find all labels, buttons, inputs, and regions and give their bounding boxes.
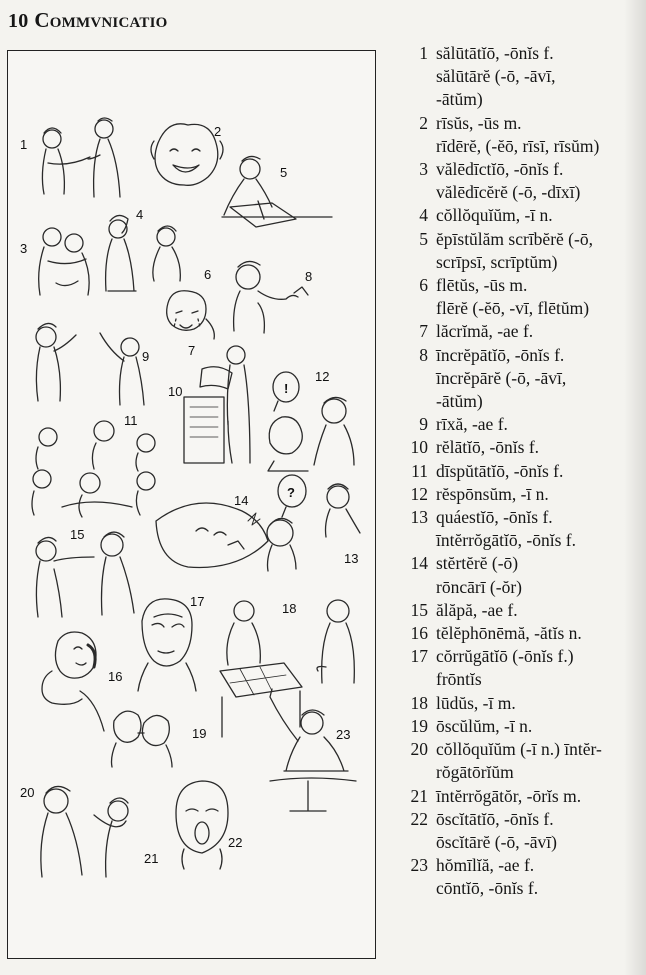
sketch-greeting xyxy=(42,118,120,197)
illustration-sketches xyxy=(8,51,375,958)
fig-label-16: 16 xyxy=(108,669,123,684)
vocab-entry xyxy=(400,320,644,343)
vocab-entry xyxy=(400,808,644,854)
vocab-entry xyxy=(400,645,644,691)
vocab-entry xyxy=(400,436,644,459)
fig-label-13: 13 xyxy=(344,551,359,566)
vocab-entry-number: 6 xyxy=(419,275,428,296)
vocab-entry-number: 14 xyxy=(410,553,428,574)
vocab-entry xyxy=(400,460,644,483)
vocab-line: vălēdīctĭō, -ōnĭs f. xyxy=(436,159,564,180)
vocab-line: tĕlĕphōnēmă, -ătĭs n. xyxy=(436,623,582,644)
vocab-line: cōntĭō, -ōnĭs f. xyxy=(436,878,539,899)
sketch-sermon xyxy=(270,689,356,811)
vocab-entry xyxy=(400,715,644,738)
fig-label-4: 4 xyxy=(136,207,144,222)
fig-label-6: 6 xyxy=(204,267,212,282)
vocab-entry xyxy=(400,854,644,900)
fig-label-2: 2 xyxy=(214,124,222,139)
vocab-line: rŏgātōrĭŭm xyxy=(436,762,514,783)
vocab-entry-number: 7 xyxy=(419,321,428,342)
vocab-line: rĕlātĭō, -ōnĭs f. xyxy=(436,437,540,458)
vocab-entry-text xyxy=(436,738,644,784)
fig-label-19: 19 xyxy=(192,726,207,741)
fig-label-7: 7 xyxy=(188,343,196,358)
vocab-entry-number: 15 xyxy=(410,599,428,620)
sketch-report xyxy=(184,346,250,463)
sketch-quarrel xyxy=(36,323,144,405)
sketch-farewell xyxy=(39,228,89,295)
vocab-line: -ātŭm) xyxy=(436,391,483,412)
vocab-line: ĕpīstŭlăm scrībĕrĕ (-ō, xyxy=(436,228,593,249)
vocab-line: scrīpsī, scrīptŭm) xyxy=(436,251,558,272)
sketch-snoring xyxy=(156,503,268,567)
vocab-entry-text xyxy=(436,506,644,552)
vocab-entry xyxy=(400,112,644,158)
vocab-entry-number: 17 xyxy=(410,646,428,667)
vocab-entry-text xyxy=(436,112,644,158)
vocab-entry-number: 16 xyxy=(410,623,428,644)
vocab-line: frōntĭs xyxy=(436,669,482,690)
fig-label-14: 14 xyxy=(234,493,249,508)
vocab-line: ălăpă, -ae f. xyxy=(436,599,518,620)
vocab-line: dīspŭtātĭō, -ōnĭs f. xyxy=(436,460,564,481)
question-mark: ? xyxy=(287,485,295,500)
fig-label-21: 21 xyxy=(144,851,159,866)
vocab-line: īntĕrrŏgātĭō, -ōnĭs f. xyxy=(436,530,576,551)
illustration-panel xyxy=(7,50,376,959)
vocab-entry-number: 21 xyxy=(410,785,428,806)
fig-label-11: 11 xyxy=(124,413,138,428)
vocab-entry-text xyxy=(436,274,644,320)
vocab-entry xyxy=(400,413,644,436)
vocab-entry-text xyxy=(436,599,644,622)
page-header xyxy=(8,8,168,33)
vocab-entry xyxy=(400,785,644,808)
vocab-entry xyxy=(400,506,644,552)
fig-label-1: 1 xyxy=(20,137,28,152)
vocab-entry-text xyxy=(436,645,644,691)
vocab-line: vălēdīcĕrĕ (-ō, -dīxī) xyxy=(436,182,581,203)
vocab-line: lūdŭs, -ī m. xyxy=(436,692,516,713)
vocab-entry xyxy=(400,599,644,622)
vocab-line: rĕspōnsŭm, -ī n. xyxy=(436,483,549,504)
vocab-entry-number: 13 xyxy=(410,507,428,528)
sketch-scolding xyxy=(234,261,308,333)
vocab-entry-number: 10 xyxy=(410,437,428,458)
sketch-crying xyxy=(167,291,215,339)
vocab-entry-number: 3 xyxy=(419,159,428,180)
vocab-line: ōscĭtārĕ (-ō, -āvī) xyxy=(436,831,557,852)
sketch-frowning xyxy=(138,599,196,691)
vocab-line: rīxă, -ae f. xyxy=(436,414,508,435)
vocab-line: rīdērĕ, (-ĕō, rīsī, rīsŭm) xyxy=(436,135,600,156)
vocab-entry xyxy=(400,483,644,506)
fig-label-15: 15 xyxy=(70,527,85,542)
fig-label-18: 18 xyxy=(282,601,297,616)
vocab-line: stĕrtĕrĕ (-ō) xyxy=(436,553,519,574)
vocab-entry-text xyxy=(436,320,644,343)
fig-label-17: 17 xyxy=(190,594,205,609)
sketch-slap xyxy=(36,532,134,617)
vocab-line: sălūtātĭō, -ōnĭs f. xyxy=(436,43,554,63)
vocab-entry-text xyxy=(436,436,644,459)
sketch-answer xyxy=(268,372,354,471)
vocab-line: cŏllŏquĭŭm (-ī n.) īntĕr- xyxy=(436,739,602,760)
vocab-entry xyxy=(400,228,644,274)
vocab-entry-number: 2 xyxy=(419,112,428,133)
vocab-line: rōncārī (-ŏr) xyxy=(436,576,522,597)
vocab-entry-number: 5 xyxy=(419,228,428,249)
vocab-entry-text xyxy=(436,204,644,227)
vocab-line: quáestĭō, -ōnĭs f. xyxy=(436,507,553,528)
vocab-line: īncrĕpārĕ (-ō, -āvī, xyxy=(436,367,567,388)
vocab-entry xyxy=(400,274,644,320)
vocab-entry-number: 8 xyxy=(419,344,428,365)
sketch-game xyxy=(220,600,354,737)
vocab-entry-number: 12 xyxy=(410,483,428,504)
vocabulary-list xyxy=(400,42,644,901)
vocab-entry-number: 9 xyxy=(419,414,428,435)
vocab-entry xyxy=(400,552,644,598)
chapter-number: 10 xyxy=(8,10,29,32)
vocab-entry-text xyxy=(436,344,644,414)
vocab-line: hŏmīlĭă, -ae f. xyxy=(436,855,535,876)
vocab-entry-text xyxy=(436,228,644,274)
title-initial: C xyxy=(34,8,50,32)
vocab-entry-text xyxy=(436,552,644,598)
sketch-telephone xyxy=(42,632,104,731)
vocab-line: sălūtārĕ (-ō, -āvī, xyxy=(436,66,556,87)
vocab-line: -ātŭm) xyxy=(436,89,483,110)
fig-label-9: 9 xyxy=(142,349,150,364)
vocab-line: īncrĕpātĭō, -ōnĭs f. xyxy=(436,344,565,365)
fig-label-10: 10 xyxy=(168,384,183,399)
fig-label-5: 5 xyxy=(280,165,288,180)
sketch-conversation xyxy=(106,215,181,291)
vocab-line: cŏrrŭgātĭō (-ōnĭs f.) xyxy=(436,646,574,667)
vocab-entry-text xyxy=(436,42,644,112)
vocab-entry-text xyxy=(436,854,644,900)
sketch-yawning xyxy=(176,781,228,869)
vocab-entry-text xyxy=(436,785,644,808)
title-rest: OMMVNICATIO xyxy=(49,15,168,31)
vocab-entry-number: 18 xyxy=(410,692,428,713)
sketch-laughing-face xyxy=(151,124,223,186)
sketch-interrogation xyxy=(41,786,128,877)
vocab-entry xyxy=(400,692,644,715)
vocab-entry-text xyxy=(436,460,644,483)
vocab-line: ōscĭtātĭō, -ōnĭs f. xyxy=(436,808,554,829)
fig-label-8: 8 xyxy=(305,269,313,284)
vocab-line: flērĕ (-ĕō, -vī, flētŭm) xyxy=(436,298,590,319)
vocab-entry-number: 19 xyxy=(410,715,428,736)
vocab-entry-number: 4 xyxy=(419,205,428,226)
vocab-line: rīsŭs, -ūs m. xyxy=(436,112,522,133)
sketch-writing-letter xyxy=(222,156,332,227)
vocab-entry-number: 20 xyxy=(410,739,428,760)
vocab-entry-text xyxy=(436,808,644,854)
vocab-entry-number: 11 xyxy=(411,460,428,481)
vocab-entry xyxy=(400,738,644,784)
vocab-entry xyxy=(400,344,644,414)
vocab-entry xyxy=(400,622,644,645)
vocab-entry-text xyxy=(436,413,644,436)
vocab-entry xyxy=(400,42,644,112)
vocab-entry xyxy=(400,158,644,204)
fig-label-23: 23 xyxy=(336,727,351,742)
vocab-line: flētŭs, -ūs m. xyxy=(436,275,528,296)
vocab-entry xyxy=(400,204,644,227)
vocab-line: īntĕrrŏgātŏr, -ōrĭs m. xyxy=(436,785,582,806)
fig-label-3: 3 xyxy=(20,241,28,256)
vocab-line: ōscŭlŭm, -ī n. xyxy=(436,715,533,736)
fig-label-12: 12 xyxy=(315,369,330,384)
vocab-line: lăcrĭmă, -ae f. xyxy=(436,321,534,342)
fig-label-20: 20 xyxy=(20,785,35,800)
vocab-entry-number: 1 xyxy=(419,43,428,63)
vocab-entry-text xyxy=(436,715,644,738)
fig-label-22: 22 xyxy=(228,835,243,850)
exclamation-mark: ! xyxy=(284,381,289,396)
vocab-entry-text xyxy=(436,158,644,204)
vocab-entry-text xyxy=(436,692,644,715)
vocab-entry-number: 23 xyxy=(410,855,428,876)
vocab-entry-text xyxy=(436,622,644,645)
vocab-entry-text xyxy=(436,483,644,506)
vocab-entry-number: 22 xyxy=(410,808,428,829)
sketch-kiss xyxy=(112,711,173,767)
sketch-discussion xyxy=(32,421,155,517)
vocab-line: cŏllŏquĭŭm, -ī n. xyxy=(436,205,553,226)
